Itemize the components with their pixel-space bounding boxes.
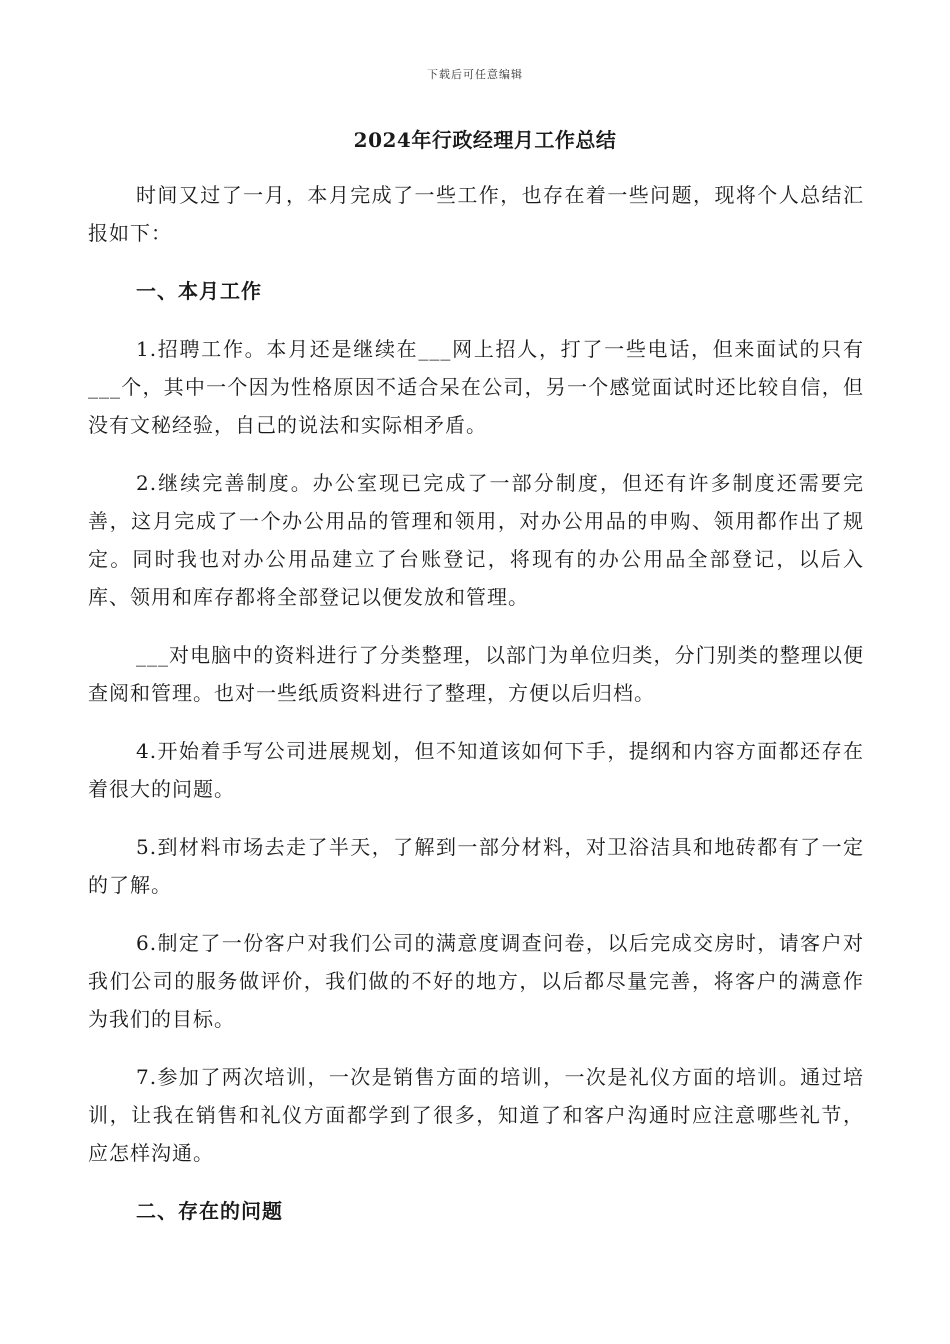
work-item-2: 2.继续完善制度。办公室现已完成了一部分制度，但还有许多制度还需要完善，这月完成了一个办公用品的管理和领用，对办公用品的申购、领用都作出了规定。同时我也对办公用品建立了台账登记，将现有的办公用品全部登记，以后入库、领用和库存都将全部登记以便发放和管理。: [88, 471, 864, 609]
section-heading-problems: 二、存在的问题: [136, 1199, 283, 1223]
intro-paragraph: 时间又过了一月，本月完成了一些工作，也存在着一些问题，现将个人总结汇报如下：: [88, 183, 864, 245]
section-heading-work: 一、本月工作: [136, 279, 262, 303]
work-item-7: 7.参加了两次培训，一次是销售方面的培训，一次是礼仪方面的培训。通过培训，让我在销售和礼仪方面都学到了很多，知道了和客户沟通时应注意哪些礼节，应怎样沟通。: [88, 1065, 864, 1165]
work-item-5: 5.到材料市场去走了半天，了解到一部分材料，对卫浴洁具和地砖都有了一定的了解。: [88, 835, 864, 897]
work-item-4: 4.开始着手写公司进展规划，但不知道该如何下手，提纲和内容方面都还存在着很大的问题。: [88, 739, 864, 801]
work-item-3: ___对电脑中的资料进行了分类整理，以部门为单位归类，分门别类的整理以便查阅和管理。也对一些纸质资料进行了整理，方便以后归档。: [88, 643, 864, 705]
work-item-6: 6.制定了一份客户对我们公司的满意度调查问卷，以后完成交房时，请客户对我们公司的服务做评价，我们做的不好的地方，以后都尽量完善，将客户的满意作为我们的目标。: [88, 931, 864, 1031]
work-item-1: 1.招聘工作。本月还是继续在___网上招人，打了一些电话，但来面试的只有___个，其中一个因为性格原因不适合呆在公司，另一个感觉面试时还比较自信，但没有文秘经验，自己的说法和实际相矛盾。: [88, 337, 864, 437]
document-title: 2024年行政经理月工作总结: [353, 128, 617, 152]
document-body: [88, 176, 864, 1250]
header-watermark: 下载后可任意编辑: [427, 68, 523, 81]
